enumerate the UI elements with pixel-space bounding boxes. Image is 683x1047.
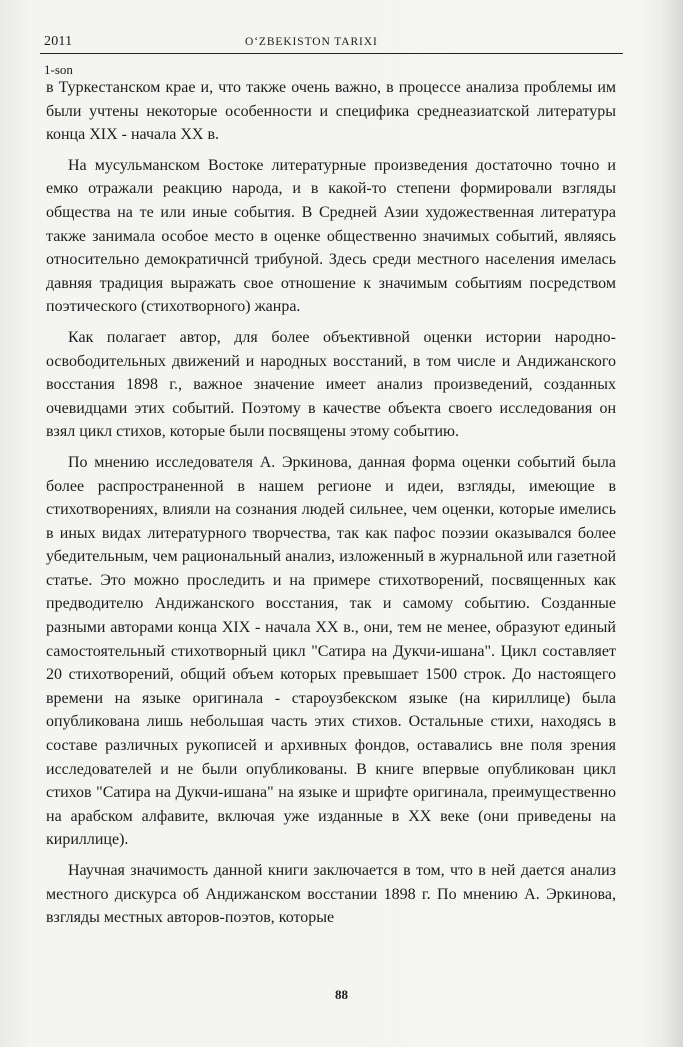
- running-header: [40, 30, 623, 54]
- paragraph: Как полагает автор, для более объективной оценки истории народно-освободительных движений и народных восстаний, в том числе и Андижанского восстания 1898 г., важное значение имеет анализ произведений, созданных очевидцами этих событий. Поэтому в качестве объекта своего исследования он взял цикл стихов, которые были посвящены этому событию.: [46, 328, 616, 441]
- paragraph: Научная значимость данной книги заключается в том, что в ней дается анализ местного дискурса об Андижанском восстании 1898 г. По мнению А. Эркинова, взгляды местных авторов-поэтов, которые: [46, 862, 616, 927]
- page-number: 88: [335, 987, 348, 1002]
- journal-title: O‘ZBEKISTON TARIXI: [245, 36, 378, 48]
- paragraph: На мусульманском Востоке литературные произведения достаточно точно и емко отражали реакцию народа, и в какой-то степени формировали взгляды общества на те или иные события. В Средней Азии художественная литература также занимала особое место в оценке общественно значимых событий, являясь относительно демократичнсй трибуной. Здесь среди местного населения имелась давняя традиция выражать свое отношение к значимым событиям посредством поэтического (стихотворного) жанра.: [46, 156, 616, 316]
- header-year: 2011: [44, 34, 73, 49]
- header-rule: [40, 53, 623, 54]
- issue-number: 1-son: [44, 62, 73, 77]
- article-body: [46, 76, 616, 937]
- paragraph: в Туркестанском крае и, что также очень важно, в процессе анализа проблемы им были учтены некоторые особенности и специфика среднеазиатской литературы конца XIX - начала XX в.: [46, 79, 616, 144]
- paragraph: По мнению исследователя А. Эркинова, данная форма оценки событий была более распространенной в нашем регионе и идеи, взгляды, имеющие в стихотворениях, влияли на сознания людей сильнее, чем оценки, которые имелись в иных видах литературного творчества, так как пафос поэзии оказывался более убедительным, чем рациональный анализ, изложенный в журнальной или газетной статье. Это можно проследить и на примере стихотворений, посвященных как предводителю Андижанского восстания, так и самому событию. Созданные разными авторами конца XIX - начала XX в., они, тем не менее, образуют единый самостоятельный стихотворный цикл "Сатира на Дукчи-ишана". Цикл составляет 20 стихотворений, общий объем которых превышает 1500 строк. До настоящего времени на языке оригинала - староузбекском языке (на кириллице) была опубликована лишь небольшая часть этих стихов. Остальные стихи, находясь в составе различных рукописей и архивных фондов, оставались вне поля зрения исследователей и не были опубликованы. В книге впервые опубликован цикл стихов "Сатира на Дукчи-ишана" на языке и шрифте оригинала, преимущественно на арабском алфавите, включая уже изданные в XX веке (они приведены на кириллице).: [46, 453, 616, 849]
- page-edge-shadow: [661, 0, 683, 1047]
